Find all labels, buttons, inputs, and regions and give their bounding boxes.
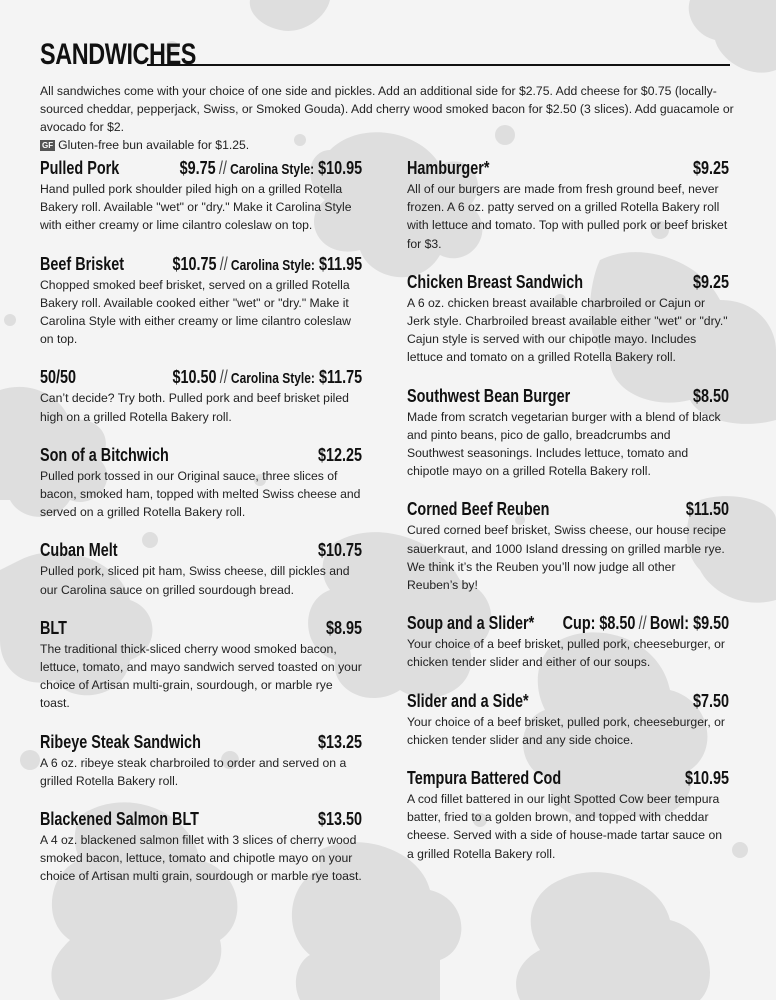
item-price: $11.50 (685, 499, 729, 520)
item-name: Soup and a Slider* (407, 613, 535, 634)
item-name: Blackened Salmon BLT (40, 809, 199, 830)
menu-item (40, 365, 362, 425)
item-description: A 6 oz. chicken breast available charbroiled or Cajun or Jerk style. Charbroiled breast available either "wet" or "dry." Cajun style is served with our chipotle mayo. Includes lettuce and tomato on a grilled Rotella Bakery roll. (407, 295, 728, 365)
item-description: All of our burgers are made from fresh ground beef, never frozen. A 6 oz. patty served on a grilled Rotella Bakery roll with lettuce and tomato. Top with pulled pork or beef brisket for $3. (407, 182, 728, 251)
item-price: $13.50 (317, 809, 362, 830)
item-price: $9.25 (692, 271, 729, 292)
item-name: Chicken Breast Sandwich (407, 271, 584, 292)
item-price: $8.50 (692, 385, 729, 406)
item-price: $8.95 (325, 617, 362, 638)
item-description: Can’t decide? Try both. Pulled pork and beef brisket piled high on a grilled Rotella Bakery roll. (40, 391, 349, 424)
item-description: A cod fillet battered in our light Spotted Cow beer tempura batter, fried to a golden brown, and topped with cheddar cheese. Served with a side of house-made tartar sauce on a grilled Rotella Bakery roll. (407, 792, 723, 861)
item-description: Chopped smoked beef brisket, served on a grilled Rotella Bakery roll. Available cooked either "wet" or "dry." Make it Carolina Style with either creamy or lime cilantro coleslaw on top. (40, 277, 351, 347)
item-name: Beef Brisket (40, 253, 125, 274)
item-name: 50/50 (40, 367, 77, 388)
menu-item (40, 156, 362, 235)
menu-item (407, 156, 729, 253)
menu-item (40, 443, 362, 522)
item-name: BLT (40, 617, 67, 638)
item-name: Hamburger* (407, 158, 490, 178)
item-price: $10.75 // Carolina Style: $11.95 (172, 253, 362, 274)
item-description: A 4 oz. blackened salmon fillet with 3 slices of cherry wood smoked bacon, lettuce, tomato and chipotle mayo on your choice of Artisan multi grain, sourdough or marble rye toast. (40, 833, 362, 884)
item-price: $13.25 (317, 731, 362, 752)
intro-text (40, 82, 740, 154)
menu-item (407, 384, 729, 481)
item-name: Southwest Bean Burger (407, 385, 571, 406)
menu-column-right (407, 156, 729, 880)
item-description: Hand pulled pork shoulder piled high on a grilled Rotella Bakery roll. Available "wet" or "dry." Make it Carolina Style with either creamy or lime cilantro coleslaw on top. (40, 182, 352, 233)
item-name: Son of a Bitchwich (40, 444, 169, 465)
page-title: SANDWICHES (40, 38, 197, 71)
item-description: Pulled pork, sliced pit ham, Swiss cheese, dill pickles and our Carolina sauce on grilled sourdough bread. (40, 564, 350, 597)
item-description: Pulled pork tossed in our Original sauce, three slices of bacon, smoked ham, topped with melted Swiss cheese and served on a grilled Rotella Bakery roll. (40, 468, 361, 520)
item-price: $10.50 // Carolina Style: $11.75 (172, 367, 362, 388)
item-name: Cuban Melt (40, 540, 118, 561)
item-price: $9.25 (692, 158, 729, 178)
item-price: $7.50 (692, 690, 729, 711)
item-description: The traditional thick-sliced cherry wood smoked bacon, lettuce, tomato, and mayo sandwich served toasted on your choice of Artisan multi-grain, sourdough, or marble rye toast. (40, 641, 362, 711)
title-rule (147, 64, 730, 66)
menu-item (40, 730, 362, 790)
item-description: Made from scratch vegetarian burger with a blend of black and pinto beans, pico de gallo, breadcrumbs and Southwest seasonings. Includes lettuce, tomato and chipotle mayo on a grilled Rotella Bakery roll. (407, 409, 721, 479)
menu-item (407, 611, 729, 671)
item-price: $10.75 (317, 540, 362, 561)
item-name: Corned Beef Reuben (407, 499, 550, 520)
menu-item (407, 766, 729, 863)
menu-item (407, 270, 729, 367)
item-description: A 6 oz. ribeye steak charbroiled to order and served on a grilled Rotella Bakery roll. (40, 755, 347, 788)
menu-item (407, 689, 729, 749)
item-name: Ribeye Steak Sandwich (40, 731, 201, 752)
intro-paragraph: All sandwiches come with your choice of one side and pickles. Add an additional side for $2.75. Add cheese for $0.75 (locally-sourced cheddar, pepperjack, Swiss, or Smoked Gouda). Add cherry wood smoked bacon for $2.50 (3 slices). Add guacamole or avocado for $2. (40, 84, 734, 134)
gluten-free-note: Gluten-free bun available for $1.25. (58, 138, 250, 152)
item-price: $10.95 (684, 768, 729, 789)
item-name: Slider and a Side* (407, 690, 529, 711)
menu-item (40, 807, 362, 886)
item-description: Cured corned beef brisket, Swiss cheese, our house recipe sauerkraut, and 1000 Island dressing on grilled marble rye. We think it’s the Reuben you’ll now judge all other Reuben’s by! (407, 523, 727, 593)
menu-item (407, 497, 729, 594)
item-description: Your choice of a beef brisket, pulled pork, cheeseburger, or chicken tender slider and either of our soups. (407, 637, 725, 670)
item-price: $12.25 (317, 444, 362, 465)
menu-item (40, 616, 362, 713)
menu-column-left (40, 156, 362, 903)
gluten-free-icon: GF (42, 141, 54, 150)
item-name: Tempura Battered Cod (407, 768, 562, 789)
item-name: Pulled Pork (40, 158, 120, 178)
menu-item (40, 252, 362, 349)
section-header (40, 38, 730, 72)
menu-item (40, 538, 362, 598)
item-price: $9.75 // Carolina Style: $10.95 (179, 158, 362, 178)
item-price: Cup: $8.50 // Bowl: $9.50 (562, 613, 729, 634)
item-description: Your choice of a beef brisket, pulled pork, cheeseburger, or chicken tender slider and any side choice. (407, 714, 725, 747)
